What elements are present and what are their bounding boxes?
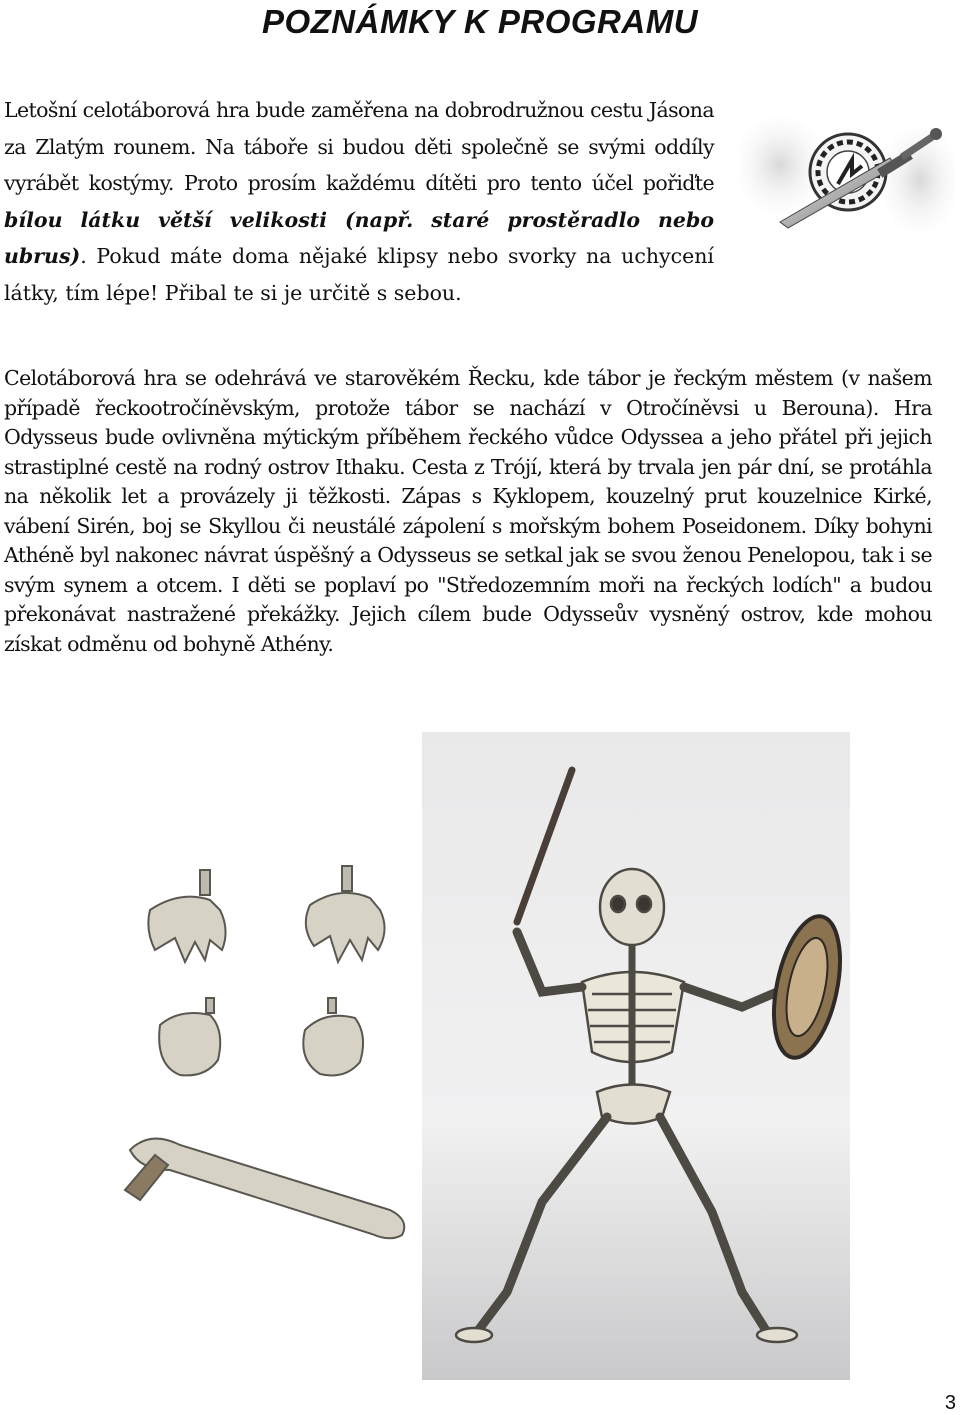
page-title: POZNÁMKY K PROGRAMU (261, 3, 699, 40)
intro-emphasis: bílou látku větší velikosti (např. staré prostěradlo nebo ubrus) (4, 207, 714, 268)
intro-paragraph (4, 92, 714, 311)
intro-text-a: Letošní celotáborová hra bude zaměřena na dobrodružnou cestu Jásona za Zlatým rounem. Na táboře si budou děti společně se svými oddíly vyrábět kostýmy. Proto prosím každému dítěti pro tento účel pořiďte (4, 98, 714, 195)
story-paragraph (4, 364, 932, 659)
page-number: 3 (944, 1392, 956, 1414)
skeleton-warrior-photo (422, 732, 850, 1380)
intro-text-b: . Pokud máte doma nějaké klipsy nebo svorky na uchycení látky, tím lépe! Přibal te si je určitě s sebou. (4, 244, 714, 305)
skeleton-hands-photo (110, 850, 420, 1250)
shield-sword-emblem-icon (740, 110, 955, 245)
story-text: Celotáborová hra se odehrává ve starověkém Řecku, kde tábor je řeckým městem (v našem případě řeckootročíněvským, protože tábor se nachází v Otročíněvsi u Berouna). Hra Odysseus bude ovlivněna mýtickým příběhem řeckého vůdce Odyssea a jeho přátel při jejich strastiplné cestě na rodný ostrov Ithaku. Cesta z Trójí, která by trvala jen pár dní, se protáhla na několik let a provázely ji těžkosti. Zápas s Kyklopem, kouzelný prut kouzelnice Kirké, vábení Sirén, boj se Skyllou či neustálé zápolení s mořským bohem Poseidonem. Díky bohyni Athéně byl nakonec návrat úspěšný a Odysseus se setkal jak se svou ženou Penelopou, tak i se svým synem a otcem. I děti se poplaví po "Středozemním moři na řeckých lodích" a budou překonávat nastražené překážky. Jejich cílem bude Odysseův vysněný ostrov, kde mohou získat odměnu od bohyně Athény. (4, 366, 932, 656)
